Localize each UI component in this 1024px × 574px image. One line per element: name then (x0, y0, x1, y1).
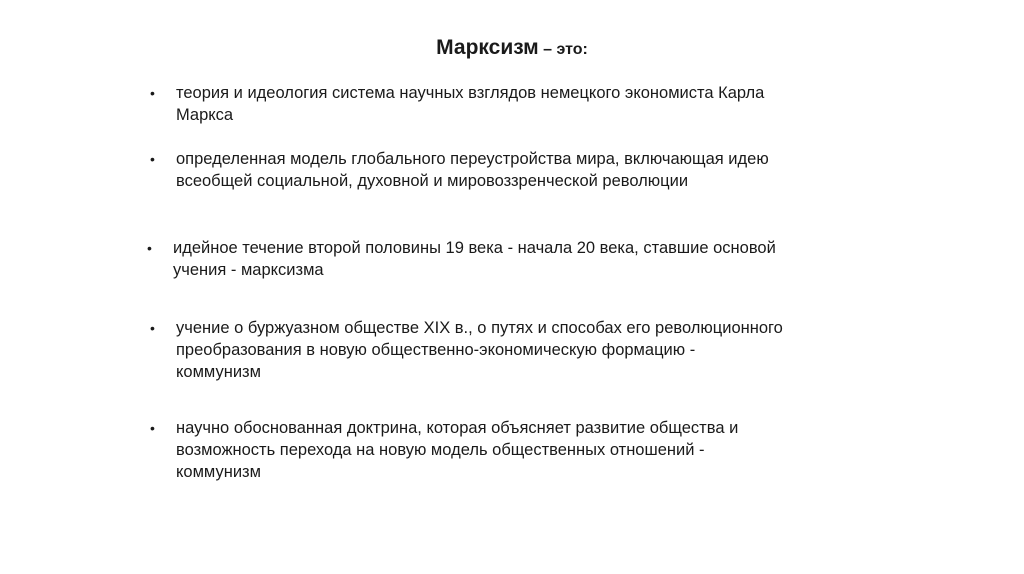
list-item-line: учение о буржуазном обществе XIX в., о путях и способах его революционного (176, 319, 783, 337)
list-item (147, 237, 867, 281)
list-item (150, 317, 870, 383)
list-item-line: преобразования в новую общественно-экономическую формацию - (176, 341, 696, 359)
list-item-line: коммунизм (176, 363, 261, 381)
list-item-line: определенная модель глобального переустройства мира, включающая идею (176, 150, 769, 168)
slide-title (0, 36, 1024, 60)
list-item-line: коммунизм (176, 463, 261, 481)
bullet-icon: • (150, 420, 155, 436)
list-item-line: теория и идеология система научных взглядов немецкого экономиста Карла (176, 84, 765, 102)
bullet-icon: • (150, 320, 155, 336)
list-item-line: учения - марксизма (173, 261, 324, 279)
slide-title-suffix: – это: (543, 41, 588, 58)
list-item-line: возможность перехода на новую модель общественных отношений - (176, 441, 705, 459)
bullet-icon: • (150, 151, 155, 167)
bullet-icon: • (150, 85, 155, 101)
list-item (150, 417, 850, 483)
slide-title-main: Марксизм (436, 36, 539, 59)
list-item-line: всеобщей социальной, духовной и мировоззренческой революции (176, 172, 689, 190)
list-item-line: научно обоснованная доктрина, которая объясняет развитие общества и (176, 419, 739, 437)
list-item-line: Маркса (176, 106, 234, 124)
list-item-line: идейное течение второй половины 19 века - начала 20 века, ставшие основой (173, 239, 776, 257)
bullet-icon: • (147, 240, 152, 256)
list-item (150, 148, 850, 192)
list-item (150, 82, 850, 126)
